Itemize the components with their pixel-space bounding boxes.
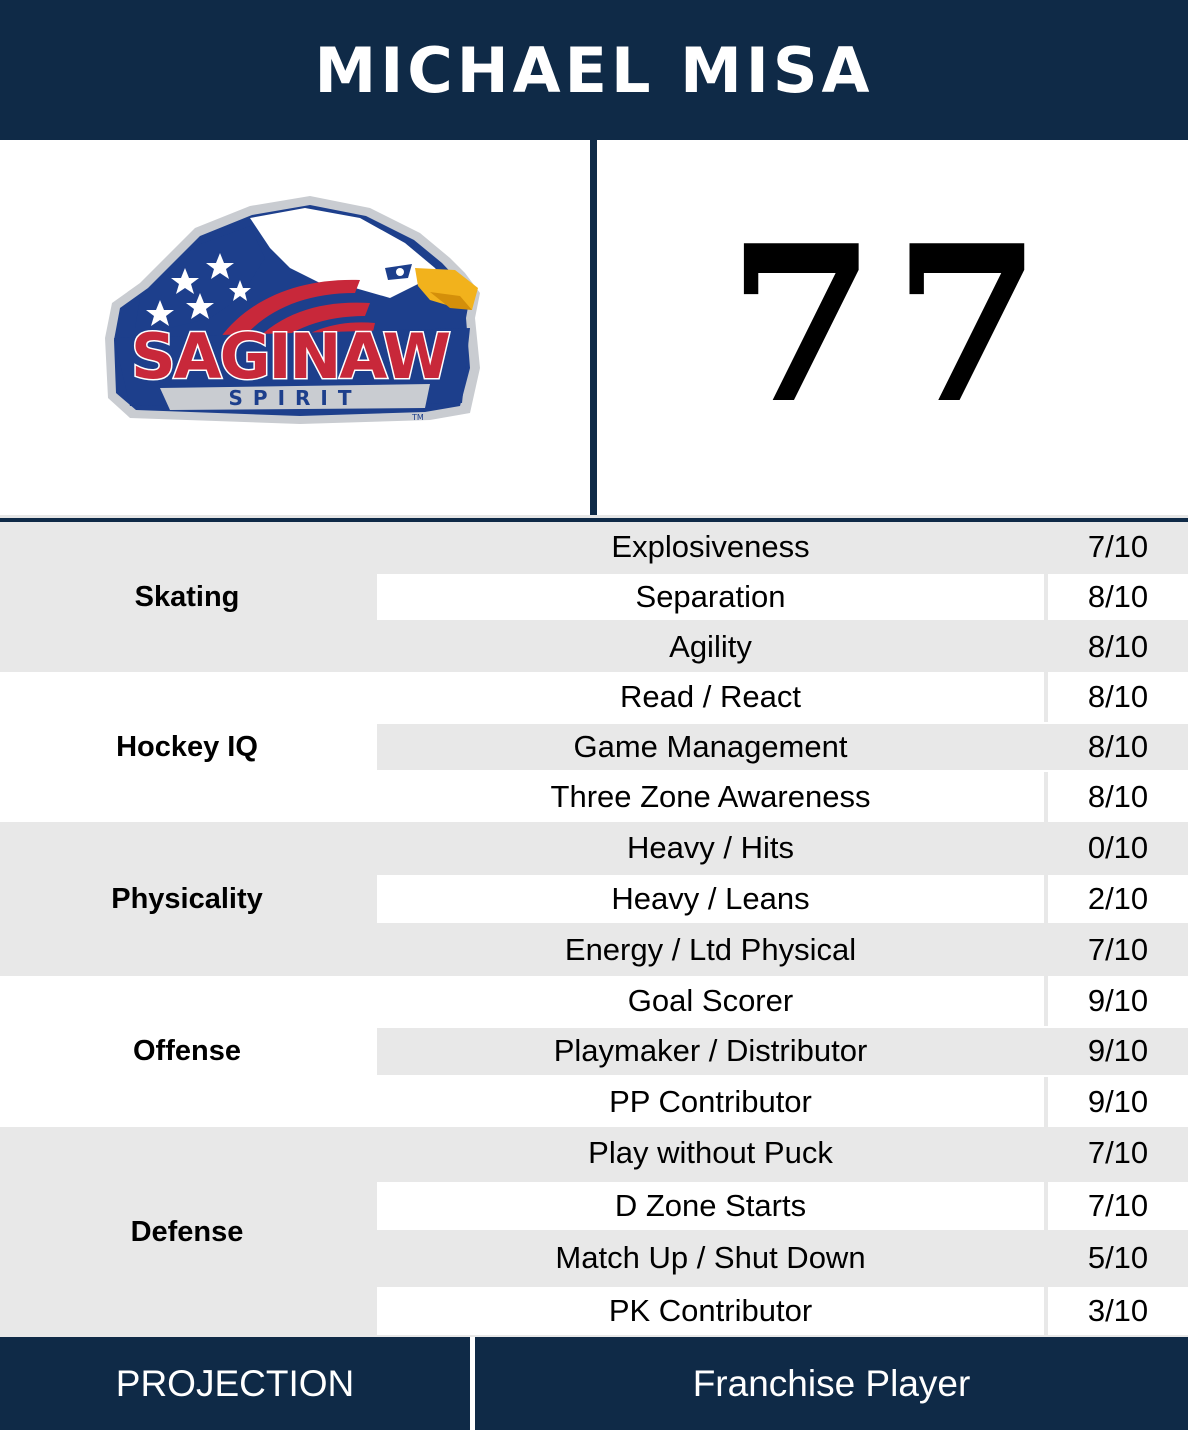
jersey-number-cell — [597, 140, 1188, 518]
skill-row — [377, 822, 1188, 873]
skill-row — [377, 574, 1188, 620]
skill-name: PP Contributor — [609, 1083, 812, 1119]
skill-score: 2/10 — [1087, 880, 1149, 916]
skill-row — [377, 1028, 1188, 1074]
skill-name: Game Management — [573, 729, 848, 764]
skill-row — [377, 1287, 1188, 1336]
ratings-table — [0, 522, 1188, 1337]
category-label: Offense — [133, 1035, 241, 1067]
skill-row — [377, 522, 1188, 572]
player-info-panel — [0, 140, 1188, 518]
skill-score: 7/10 — [1087, 1187, 1149, 1223]
projection-bar — [0, 1337, 1188, 1430]
skill-score: 8/10 — [1087, 579, 1149, 614]
skill-score: 5/10 — [1087, 1240, 1149, 1276]
skill-name: Separation — [635, 579, 786, 614]
projection-value: Franchise Player — [692, 1362, 971, 1404]
skill-name: Goal Scorer — [627, 983, 794, 1019]
player-name: MICHAEL MISA — [314, 33, 874, 107]
skill-row — [377, 875, 1188, 922]
skill-score: 9/10 — [1087, 1033, 1149, 1069]
category-group — [0, 672, 1188, 822]
skill-row — [377, 672, 1188, 722]
skill-score: 8/10 — [1087, 729, 1149, 764]
skill-name: Explosiveness — [611, 529, 810, 564]
skill-name: Play without Puck — [588, 1135, 833, 1171]
skill-name: Playmaker / Distributor — [553, 1033, 868, 1069]
skill-row — [377, 1127, 1188, 1180]
skill-row — [377, 976, 1188, 1026]
skill-score: 8/10 — [1087, 629, 1149, 664]
projection-label: PROJECTION — [115, 1362, 355, 1404]
skill-name: Agility — [669, 629, 752, 664]
skill-name: Three Zone Awareness — [550, 779, 871, 814]
category-label: Physicality — [111, 882, 263, 915]
category-label: Skating — [134, 580, 240, 613]
skill-row — [377, 724, 1188, 770]
skill-name: PK Contributor — [608, 1292, 813, 1328]
team-logo-cell — [0, 140, 590, 518]
skill-row — [377, 1232, 1188, 1285]
skill-name: Energy / Ltd Physical — [564, 932, 857, 968]
jersey-number: 77 — [726, 197, 1059, 451]
skill-name: Heavy / Hits — [626, 829, 795, 865]
vertical-divider — [590, 140, 597, 518]
eagle-logo — [100, 188, 490, 433]
category-label: Defense — [130, 1215, 244, 1248]
skill-score: 3/10 — [1087, 1292, 1149, 1328]
skill-score: 7/10 — [1087, 529, 1149, 564]
skill-row — [377, 772, 1188, 822]
team-logo-wordmark: SAGINAW — [130, 320, 450, 393]
category-group — [0, 1127, 1188, 1337]
team-logo-trademark: TM — [412, 413, 424, 422]
category-group — [0, 822, 1188, 976]
category-label: Hockey IQ — [116, 730, 258, 763]
skill-score: 8/10 — [1087, 679, 1149, 714]
category-group — [0, 522, 1188, 672]
skill-name: Read / React — [620, 679, 801, 714]
skill-score: 9/10 — [1087, 1083, 1149, 1119]
team-logo-subtext: SPIRIT — [228, 386, 362, 410]
skill-score: 9/10 — [1087, 983, 1149, 1019]
skill-name: Match Up / Shut Down — [555, 1240, 866, 1276]
skill-row — [377, 925, 1188, 976]
skill-name: Heavy / Leans — [611, 880, 810, 916]
category-group — [0, 976, 1188, 1127]
skill-score: 8/10 — [1087, 779, 1149, 814]
skill-score: 7/10 — [1087, 1135, 1149, 1171]
header-bar — [0, 0, 1188, 140]
skill-row — [377, 1077, 1188, 1127]
skill-name: D Zone Starts — [614, 1187, 807, 1223]
skill-score: 0/10 — [1087, 829, 1149, 865]
skill-row — [377, 622, 1188, 672]
skill-score: 7/10 — [1087, 932, 1149, 968]
skill-row — [377, 1182, 1188, 1231]
